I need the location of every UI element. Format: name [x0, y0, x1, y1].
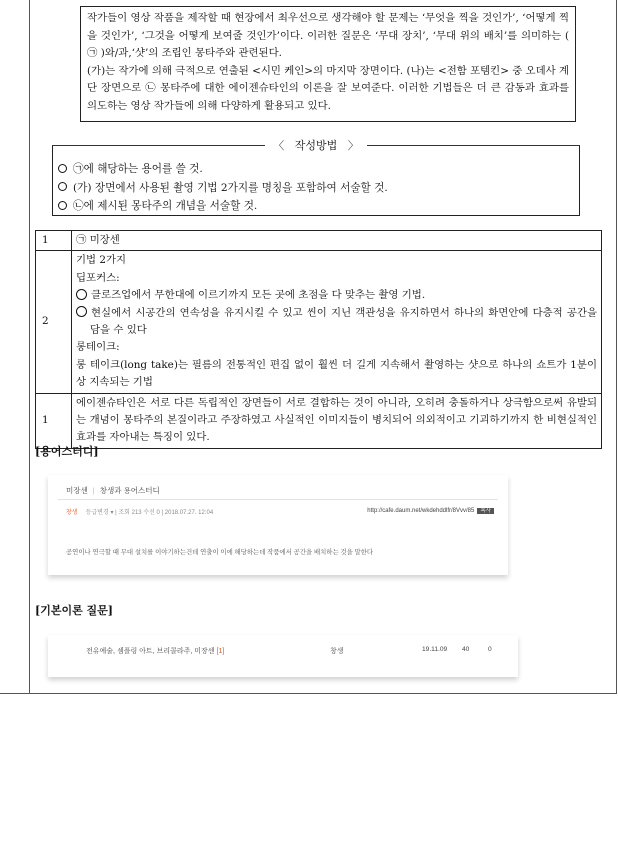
bullet-circle-icon	[76, 289, 87, 300]
post-breadcrumb: 미장센 | 창생과 용어스터디	[66, 486, 160, 495]
post-meta: 창생 등급변경 ▾ | 조회 213 수선 0 | 2018.07.27. 12:04	[66, 510, 214, 516]
comment-count: [1]	[216, 648, 225, 655]
answer-text: 에이젠슈타인은 서로 다른 독립적인 장면들이 서로 결합하는 것이 아니라, 오히려 충돌하거나 상극함으로써 유발되는 개념이 몽타주의 본질이라고 주장하였고 사실적인 이미지들이 병치되어 의외적이고 기괴하기까지 한 비현실적인 효과를 자아내는 특징이 있다.	[72, 393, 602, 448]
answer-number: 2	[36, 251, 72, 393]
answer-table	[35, 230, 602, 449]
post-url[interactable]: http://cafe.daum.net/wkdehddlfr/8Vvv/85 복사	[367, 506, 494, 514]
post-title-link[interactable]: 전유예술, 셈플링 아트, 브리콜라주, 미장센 [1]	[86, 648, 225, 655]
answer-row	[36, 251, 602, 393]
method-title-rule-left	[52, 145, 265, 146]
answer-number: 1	[36, 231, 72, 251]
post-author[interactable]: 창생	[66, 510, 78, 516]
view-count: 40	[462, 646, 470, 653]
left-margin-rule	[29, 0, 30, 693]
method-item: (가) 장면에서 사용된 촬영 기법 2가지를 명칭을 포함하여 서술할 것.	[58, 179, 578, 198]
post-body: 공연이나 연극할 때 무대 설치를 이야기하는건데 연출이 이에 해당하는데 작품에서 공간을 배치하는 것을 말한다	[66, 549, 374, 556]
answer-row	[36, 231, 602, 251]
method-item: ㉡에 제시된 몽타주의 개념을 서술할 것.	[58, 197, 578, 216]
method-list	[58, 160, 578, 216]
method-item: ㉠에 해당하는 용어를 쓸 것.	[58, 160, 578, 179]
bullet-circle-icon	[58, 182, 67, 191]
post-date: 19.11.09	[422, 646, 448, 653]
reading-passage-box	[80, 6, 576, 122]
divider	[58, 499, 498, 500]
answer-row	[36, 393, 602, 448]
answer-text: 기법 2가지 딥포커스: 클로즈업에서 무한대에 이르기까지 모든 곳에 초점을 다 맞추는 촬영 기법. 현실에서 시공간의 연속성을 유지시킬 수 있고 씬이 지닌 객관성을 유지하면서 하나의 화면안에 다층적 공간을 담을 수 있다 롱테이크: 롱 테이크(long take)는 필름의 전통적인 편집 없이 훨씬 더 길게 지속해서 촬영하는 샷으로 하나의 쇼트가 1분이상 지속되는 기법	[72, 251, 602, 393]
bullet-circle-icon	[76, 306, 87, 317]
copy-url-button[interactable]: 복사	[477, 508, 494, 514]
section-label-term-study: [용어스터디]	[35, 445, 99, 458]
passage-paragraph-1: 작가들이 영상 작품을 제작할 때 현장에서 최우선으로 생각해야 할 문제는 ‘무엇을 찍을 것인가’, ‘어떻게 찍을 것인가’, ‘그것을 어떻게 보여줄 것인가’이다. 이러한 질문은 ‘무대 장치’, ‘무대 위의 배치’를 의미하는 ( ㉠ )와/과,‘샷’의 조립인 몽타주와 관련된다.	[87, 12, 569, 60]
passage-paragraph-2: (가)는 작가에 의해 극적으로 연출된 <시민 케인>의 마지막 장면이다. (나)는 <전함 포템킨> 중 오데사 계단 장면으로 ㉡ 몽타주에 대한 에이젠슈타인의 이론을 잘 보여준다. 이러한 기법들은 더 큰 감동과 효과를 의도하는 영상 작가들에 의해 다양하게 활용되고 있다.	[87, 64, 569, 112]
answer-number: 1	[36, 393, 72, 448]
cafe-post-screenshot	[48, 475, 508, 575]
bullet-circle-icon	[58, 201, 67, 210]
breadcrumb-board[interactable]: 창생과 용어스터디	[99, 486, 160, 495]
method-title: 〈 작성방법 〉	[273, 139, 359, 152]
method-title-rule-right	[367, 145, 580, 146]
section-label-basic-theory: [기본이론 질문]	[35, 604, 113, 617]
breadcrumb-title[interactable]: 미장센	[66, 486, 88, 495]
answer-text: ㉠ 미장센	[72, 231, 602, 251]
method-title-bar	[52, 137, 580, 153]
board-row-screenshot	[48, 635, 518, 677]
like-count: 0	[488, 646, 492, 653]
post-author[interactable]: 창생	[330, 648, 344, 655]
bullet-circle-icon	[58, 164, 67, 173]
